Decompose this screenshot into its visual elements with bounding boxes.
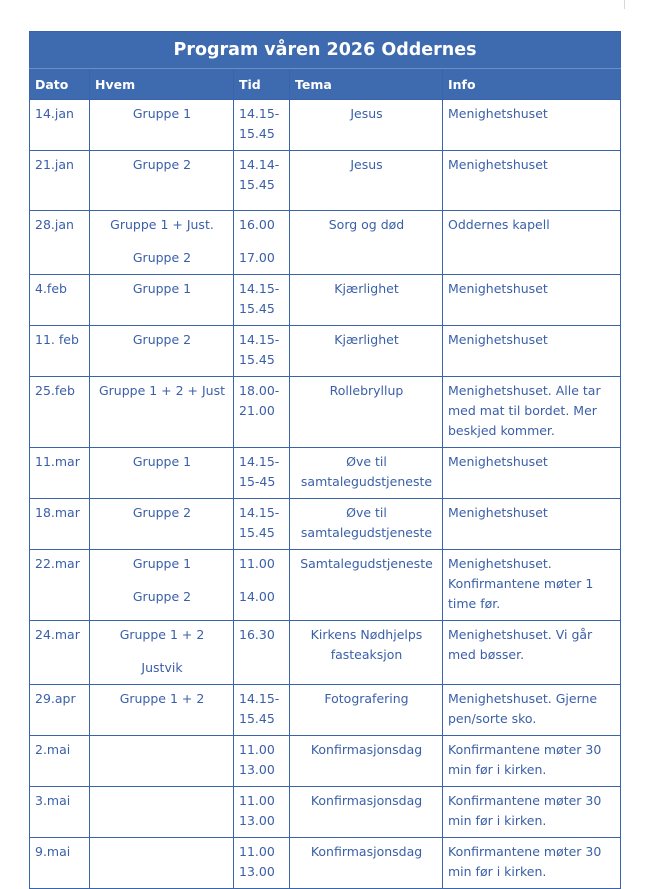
cell-tema: Kjærlighet [334, 281, 399, 296]
cell-tid-end: 15-45 [239, 474, 276, 489]
header-hvem: Hvem [90, 69, 234, 100]
cell-hvem: Gruppe 1 + Just. [110, 217, 214, 232]
cell-dato: 29.apr [35, 691, 76, 706]
cell-info: Konfirmantene møter 30 min før i kirken. [448, 742, 602, 777]
cell-tid-start: 14.15- [239, 454, 280, 469]
cell-info: Menighetshuset [448, 505, 548, 520]
cell-tema: Rollebryllup [329, 383, 404, 398]
cell-tid-end: 15.45 [239, 177, 275, 192]
cell-info: Menighetshuset. Konfirmantene møter 1 time før. [448, 556, 594, 611]
cell-hvem: Gruppe 2 [132, 332, 192, 347]
cell-dato: 4.feb [35, 281, 67, 296]
table-row [30, 838, 621, 889]
table-row [30, 100, 621, 151]
table-row [30, 275, 621, 326]
cell-hvem-second: Justvik [141, 660, 183, 675]
table-row [30, 736, 621, 787]
page-edge-line [624, 0, 625, 9]
cell-tid-start: 16.30 [239, 627, 275, 642]
cell-dato: 11. feb [35, 332, 79, 347]
cell-tid-end: 17.00 [239, 250, 275, 265]
cell-tid-end: 13.00 [239, 864, 275, 879]
cell-dato: 14.jan [35, 106, 74, 121]
cell-hvem: Gruppe 1 [132, 556, 192, 571]
cell-info: Konfirmantene møter 30 min før i kirken. [448, 793, 602, 828]
cell-tema: Konfirmasjonsdag [310, 844, 423, 859]
cell-tid-start: 18.00- [239, 383, 280, 398]
cell-tid-start: 14.14- [239, 157, 280, 172]
cell-tema: Sorg og død [328, 217, 405, 232]
table-row [30, 448, 621, 499]
table-row [30, 151, 621, 211]
cell-tema: Konfirmasjonsdag [310, 742, 423, 757]
cell-tema: Fotografering [324, 691, 409, 706]
cell-tid-start: 11.00 [239, 556, 275, 571]
cell-tema: Konfirmasjonsdag [310, 793, 423, 808]
cell-tid-start: 14.15- [239, 505, 280, 520]
cell-info: Konfirmantene møter 30 min før i kirken. [448, 844, 602, 879]
cell-info: Menighetshuset [448, 332, 548, 347]
cell-tema: Øve til samtalegudstjeneste [300, 454, 433, 489]
cell-dato: 21.jan [35, 157, 74, 172]
cell-dato: 22.mar [35, 556, 80, 571]
cell-dato: 2.mai [35, 742, 71, 757]
cell-hvem: Gruppe 1 [132, 106, 192, 121]
cell-hvem: Gruppe 1 + 2 + Just [98, 383, 226, 398]
header-tema: Tema [290, 69, 443, 100]
cell-dato: 9.mai [35, 844, 71, 859]
cell-info: Menighetshuset. Gjerne pen/sorte sko. [448, 691, 598, 726]
table-row [30, 787, 621, 838]
cell-tid-end: 13.00 [239, 762, 275, 777]
cell-tid-end: 15.45 [239, 301, 275, 316]
cell-hvem: Gruppe 2 [132, 505, 192, 520]
cell-tid-start: 14.15- [239, 281, 280, 296]
cell-tema: Jesus [350, 106, 383, 121]
cell-tema: Kirkens Nødhjelps fasteaksjon [310, 627, 423, 662]
cell-hvem-second: Gruppe 2 [132, 589, 192, 604]
cell-dato: 24.mar [35, 627, 80, 642]
cell-dato: 25.feb [35, 383, 75, 398]
cell-dato: 18.mar [35, 505, 80, 520]
cell-tema: Øve til samtalegudstjeneste [300, 505, 433, 540]
cell-hvem-second: Gruppe 2 [132, 250, 192, 265]
cell-dato: 3.mai [35, 793, 71, 808]
table-row [30, 377, 621, 448]
cell-info: Menighetshuset. Vi går med bøsser. [448, 627, 593, 662]
cell-info: Menighetshuset [448, 157, 548, 172]
header-dato: Dato [30, 69, 90, 100]
cell-info: Oddernes kapell [448, 217, 550, 232]
cell-hvem: Gruppe 1 + 2 [119, 627, 205, 642]
cell-hvem: Gruppe 1 [132, 454, 192, 469]
cell-tid-end: 14.00 [239, 589, 275, 604]
table-row [30, 211, 621, 275]
header-info: Info [443, 69, 621, 100]
cell-tema: Samtalegudstjeneste [300, 556, 433, 571]
cell-tema: Kjærlighet [334, 332, 399, 347]
cell-tid-end: 15.45 [239, 711, 275, 726]
table-row [30, 326, 621, 377]
table-row [30, 550, 621, 621]
cell-tid-start: 11.00 [239, 793, 275, 808]
cell-hvem: Gruppe 2 [132, 157, 192, 172]
cell-tema: Jesus [350, 157, 383, 172]
table-row [30, 499, 621, 550]
cell-info: Menighetshuset [448, 106, 548, 121]
table-row [30, 621, 621, 685]
cell-tid-end: 15.45 [239, 126, 275, 141]
cell-tid-end: 15.45 [239, 352, 275, 367]
cell-info: Menighetshuset [448, 281, 548, 296]
cell-info: Menighetshuset. Alle tar med mat til bordet. Mer beskjed kommer. [448, 383, 601, 438]
schedule-table [29, 31, 621, 889]
cell-hvem: Gruppe 1 [132, 281, 192, 296]
cell-hvem: Gruppe 1 + 2 [119, 691, 205, 706]
cell-tid-start: 16.00 [239, 217, 275, 232]
cell-dato: 28.jan [35, 217, 74, 232]
cell-info: Menighetshuset [448, 454, 548, 469]
table-row [30, 685, 621, 736]
cell-tid-start: 14.15- [239, 106, 280, 121]
cell-dato: 11.mar [35, 454, 80, 469]
cell-tid-start: 14.15- [239, 332, 280, 347]
cell-tid-start: 11.00 [239, 742, 275, 757]
cell-tid-end: 21.00 [239, 403, 275, 418]
cell-tid-start: 14.15- [239, 691, 280, 706]
header-tid: Tid [234, 69, 290, 100]
cell-tid-start: 11.00 [239, 844, 275, 859]
table-title: Program våren 2026 Oddernes [30, 32, 621, 69]
cell-tid-end: 13.00 [239, 813, 275, 828]
cell-tid-end: 15.45 [239, 525, 275, 540]
